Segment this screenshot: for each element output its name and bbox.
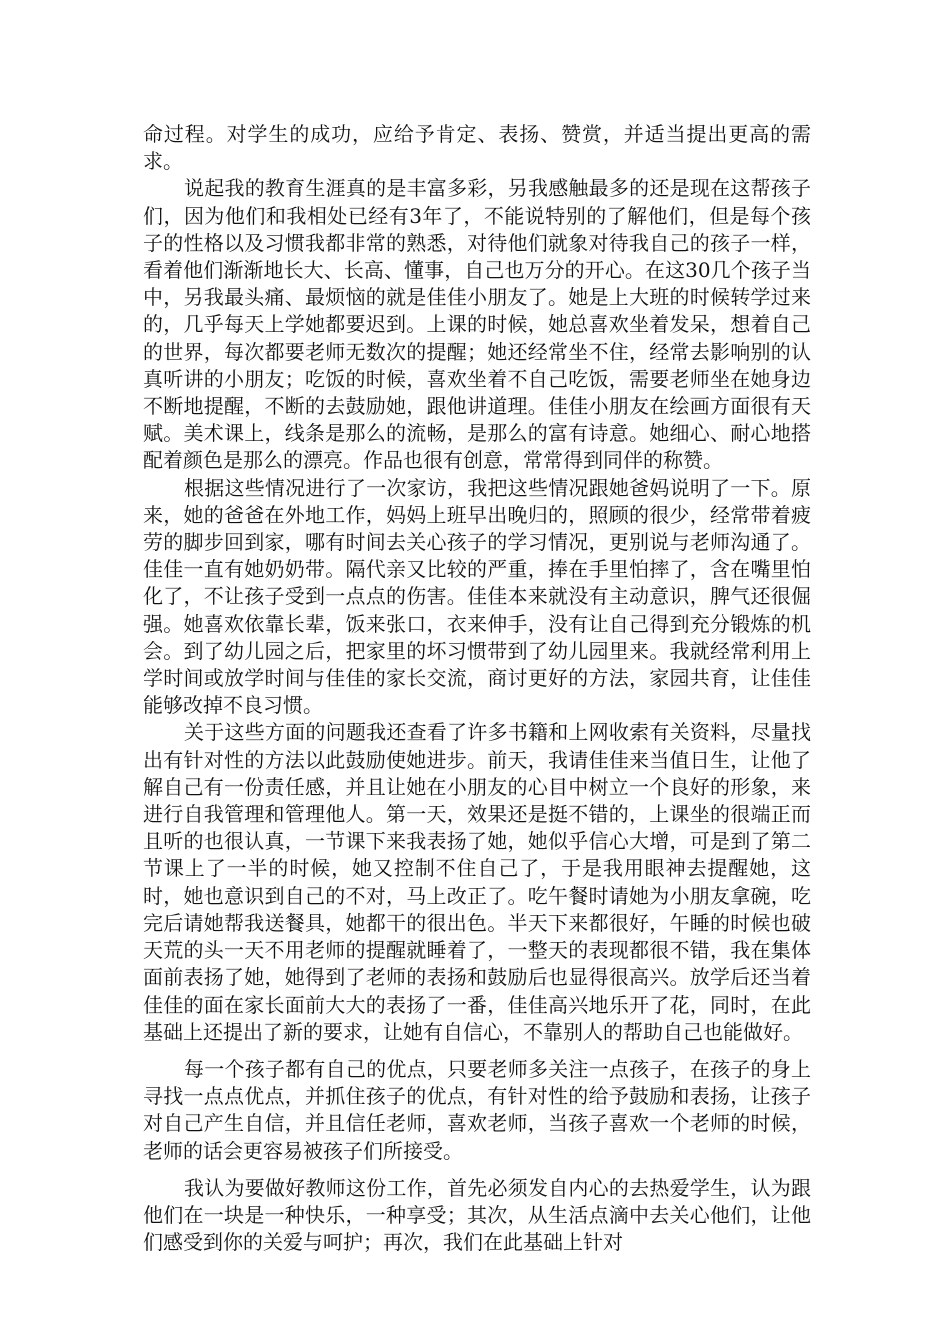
paragraph-home-visit: 根据这些情况进行了一次家访，我把这些情况跟她爸妈说明了一下。原来，她的爸爸在外地工作，妈妈上班早出晚归的，照顾的很少，经常带着疲劳的脚步回到家，哪有时间去关心孩子的学习情况，更别说与老师沟通了。佳佳一直有她奶奶带。隔代亲又比较的严重，捧在手里怕摔了，含在嘴里怕化了，不让孩子受到一点点的伤害。佳佳本来就没有主动意识，脾气还很倔强。她喜欢依靠长辈，饭来张口，衣来伸手，没有让自己得到充分锻炼的机会。到了幼儿园之后，把家里的坏习惯带到了幼儿园里来。我就经常利用上学时间或放学时间与佳佳的家长交流，商讨更好的方法，家园共育，让佳佳能够改掉不良习惯。	[143, 475, 811, 718]
paragraph-duty-student: 关于这些方面的问题我还查看了许多书籍和上网收索有关资料，尽量找出有针对性的方法以此鼓励使她进步。前天，我请佳佳来当值日生，让他了解自己有一份责任感，并且让她在小朋友的心目中树立一个良好的形象，来进行自我管理和管理他人。第一天，效果还是挺不错的，上课坐的很端正而且听的也很认真，一节课下来我表扬了她，她似乎信心大增，可是到了第二节课上了一半的时候，她又控制不住自己了，于是我用眼神去提醒她，这时，她也意识到自己的不对，马上改正了。吃午餐时请她为小朋友拿碗，吃完后请她帮我送餐具，她都干的很出色。半天下来都很好，午睡的时候也破天荒的头一天不用老师的提醒就睡着了，一整天的表现都很不错，我在集体面前表扬了她，她得到了老师的表扬和鼓励后也显得很高兴。放学后还当着佳佳的面在家长面前大大的表扬了一番，佳佳高兴地乐开了花，同时，在此基础上还提出了新的要求，让她有自信心，不靠别人的帮助自己也能做好。	[143, 720, 811, 1044]
paragraph-continuation: 命过程。对学生的成功，应给予肯定、表扬、赞赏，并适当提出更高的需求。	[143, 122, 811, 174]
paragraph-teacher-role: 我认为要做好教师这份工作，首先必须发自内心的去热爱学生，认为跟他们在一块是一种快乐，一种享受；其次，从生活点滴中去关心他们，让他们感受到你的关爱与呵护；再次，我们在此基础上针对	[143, 1175, 811, 1255]
document-body	[143, 121, 811, 1256]
paragraph-teaching-career: 说起我的教育生涯真的是丰富多彩，另我感触最多的还是现在这帮孩子们，因为他们和我相处已经有3年了，不能说特别的了解他们，但是每个孩子的性格以及习惯我都非常的熟悉，对待他们就象对待我自己的孩子一样，看着他们渐渐地长大、长高、懂事，自己也万分的开心。在这30几个孩子当中，另我最头痛、最烦恼的就是佳佳小朋友了。她是上大班的时候转学过来的，几乎每天上学她都要迟到。上课的时候，她总喜欢坐着发呆，想着自己的世界，每次都要老师无数次的提醒；她还经常坐不住，经常去影响别的认真听讲的小朋友；吃饭的时候，喜欢坐着不自己吃饭，需要老师坐在她身边不断地提醒，不断的去鼓励她，跟他讲道理。佳佳小朋友在绘画方面很有天赋。美术课上，线条是那么的流畅，是那么的富有诗意。她细心、耐心地搭配着颜色是那么的漂亮。作品也很有创意，常常得到同伴的称赞。	[143, 176, 811, 473]
paragraph-child-strengths: 每一个孩子都有自己的优点，只要老师多关注一点孩子，在孩子的身上寻找一点点优点，并抓住孩子的优点，有针对性的给予鼓励和表扬，让孩子对自己产生自信，并且信任老师，喜欢老师，当孩子喜欢一个老师的时候，老师的话会更容易被孩子们所接受。	[143, 1056, 811, 1163]
